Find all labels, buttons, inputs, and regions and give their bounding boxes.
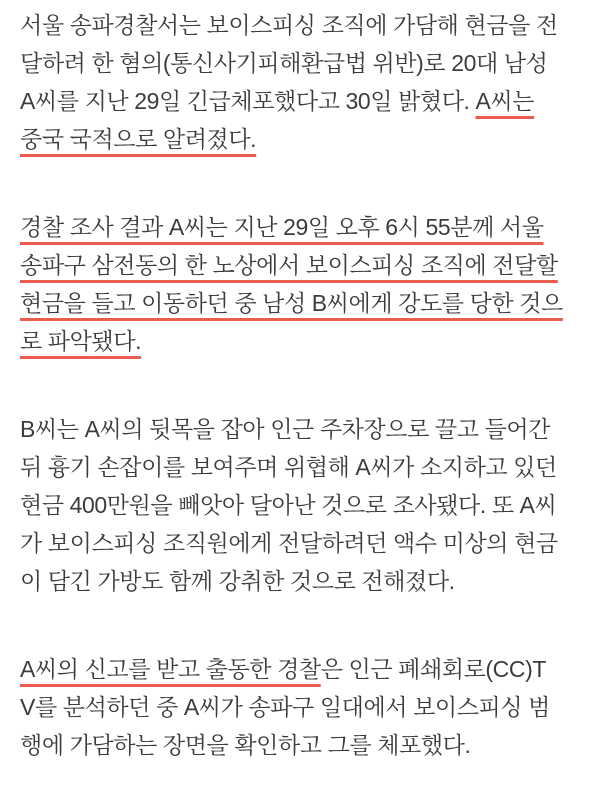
paragraph bbox=[20, 650, 580, 764]
text-line bbox=[20, 524, 580, 562]
underlined-text: 송파구 삼전동의 한 노상에서 보이스피싱 조직에 전달할 bbox=[20, 252, 558, 278]
text-segment: 은 인근 폐쇄회로(CC)T bbox=[320, 656, 547, 682]
text-segment: A씨를 지난 29일 긴급체포했다고 30일 밝혔다. bbox=[20, 88, 476, 114]
text-segment: 행에 가담하는 장면을 확인하고 그를 체포했다. bbox=[20, 732, 471, 758]
text-line bbox=[20, 120, 580, 158]
text-segment: 현금 400만원을 빼앗아 달아난 것으로 조사됐다. 또 A씨 bbox=[20, 492, 557, 518]
paragraph bbox=[20, 6, 580, 158]
underlined-text: 현금을 들고 이동하던 중 남성 B씨에게 강도를 당한 것으 bbox=[20, 290, 563, 316]
text-segment: 서울 송파경찰서는 보이스피싱 조직에 가담해 현금을 전 bbox=[20, 12, 558, 38]
text-segment: 이 담긴 가방도 함께 강취한 것으로 전해졌다. bbox=[20, 568, 455, 594]
text-line bbox=[20, 284, 580, 322]
paragraph bbox=[20, 410, 580, 600]
text-line bbox=[20, 562, 580, 600]
text-line bbox=[20, 410, 580, 448]
underlined-text: A씨의 신고를 받고 출동한 경찰 bbox=[20, 656, 321, 682]
text-line bbox=[20, 486, 580, 524]
text-line bbox=[20, 726, 580, 764]
text-line bbox=[20, 322, 580, 360]
text-segment: 뒤 흉기 손잡이를 보여주며 위협해 A씨가 소지하고 있던 bbox=[20, 454, 557, 480]
text-segment: 달하려 한 혐의(통신사기피해환급법 위반)로 20대 남성 bbox=[20, 50, 548, 76]
text-segment: V를 분석하던 중 A씨가 송파구 일대에서 보이스피싱 범 bbox=[20, 694, 550, 720]
underlined-text: 로 파악됐다. bbox=[20, 328, 142, 354]
paragraph bbox=[20, 208, 580, 360]
text-line bbox=[20, 82, 580, 120]
text-segment: 가 보이스피싱 조직원에게 전달하려던 액수 미상의 현금 bbox=[20, 530, 558, 556]
text-line bbox=[20, 448, 580, 486]
text-line bbox=[20, 6, 580, 44]
text-line bbox=[20, 246, 580, 284]
underlined-text: 경찰 조사 결과 A씨는 지난 29일 오후 6시 55분께 서울 bbox=[20, 214, 544, 240]
underlined-text: 중국 국적으로 알려졌다. bbox=[20, 126, 257, 152]
underlined-text: A씨는 bbox=[475, 88, 535, 114]
text-line bbox=[20, 650, 580, 688]
text-line bbox=[20, 688, 580, 726]
text-line bbox=[20, 208, 580, 246]
text-line bbox=[20, 44, 580, 82]
text-segment: B씨는 A씨의 뒷목을 잡아 인근 주차장으로 끌고 들어간 bbox=[20, 416, 550, 442]
